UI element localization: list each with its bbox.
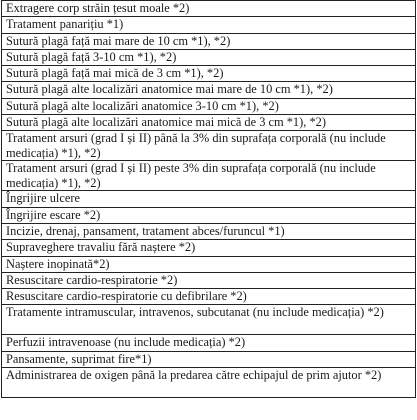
service-cell: Pansamente, suprimat fire*1) bbox=[2, 351, 416, 367]
service-cell: Sutură plagă față mai mare de 10 cm *1), *2) bbox=[2, 33, 416, 49]
service-cell: Perfuzii intravenoase (nu include medicația) *2) bbox=[2, 335, 416, 351]
service-cell: Incizie, drenaj, pansament, tratament abces/furuncul *1) bbox=[2, 223, 416, 239]
table-row bbox=[2, 223, 416, 239]
table-row bbox=[2, 351, 416, 367]
table-row bbox=[2, 240, 416, 256]
service-cell: Extragere corp străin țesut moale *2) bbox=[2, 1, 416, 17]
service-cell: Tratamente intramuscular, intravenos, subcutanat (nu include medicația) *2) bbox=[2, 305, 416, 335]
service-cell: Sutură plagă față mai mică de 3 cm *1), *2) bbox=[2, 66, 416, 82]
table-row bbox=[2, 289, 416, 305]
table-row bbox=[2, 272, 416, 288]
table-row bbox=[2, 33, 416, 49]
table-row bbox=[2, 82, 416, 98]
table-row bbox=[2, 207, 416, 223]
table-row bbox=[2, 256, 416, 272]
service-cell: Îngrijire ulcere bbox=[2, 191, 416, 207]
service-cell: Sutură plagă alte localizări anatomice mai mare de 10 cm *1), *2) bbox=[2, 82, 416, 98]
table-row bbox=[2, 1, 416, 17]
table-row bbox=[2, 49, 416, 65]
service-cell: Supraveghere travaliu fără naștere *2) bbox=[2, 240, 416, 256]
table-row bbox=[2, 335, 416, 351]
service-cell: Resuscitare cardio-respiratorie *2) bbox=[2, 272, 416, 288]
table-row bbox=[2, 98, 416, 114]
service-cell: Sutură plagă alte localizări anatomice mai mică de 3 cm *1), *2) bbox=[2, 115, 416, 131]
service-cell: Tratament arsuri (grad I și II) peste 3% din suprafața corporală (nu include medicația) *1), *2) bbox=[2, 161, 416, 191]
service-cell: Sutură plagă față 3-10 cm *1), *2) bbox=[2, 49, 416, 65]
table-row bbox=[2, 115, 416, 131]
table-row bbox=[2, 66, 416, 82]
service-cell: Sutură plagă alte localizări anatomice 3-10 cm *1), *2) bbox=[2, 98, 416, 114]
table-row bbox=[2, 161, 416, 191]
table-row bbox=[2, 368, 416, 398]
service-cell: Naștere inopinată*2) bbox=[2, 256, 416, 272]
service-cell: Tratament arsuri (grad I și II) până la 3% din suprafața corporală (nu include medicația) *1), *2) bbox=[2, 131, 416, 161]
medical-services-table bbox=[1, 0, 416, 398]
service-cell: Tratament panarițiu *1) bbox=[2, 17, 416, 33]
service-cell: Resuscitare cardio-respiratorie cu defibrilare *2) bbox=[2, 289, 416, 305]
table-row bbox=[2, 191, 416, 207]
service-cell: Îngrijire escare *2) bbox=[2, 207, 416, 223]
table-row bbox=[2, 305, 416, 335]
table-row bbox=[2, 17, 416, 33]
table-row bbox=[2, 131, 416, 161]
service-cell: Administrarea de oxigen până la predarea către echipajul de prim ajutor *2) bbox=[2, 368, 416, 398]
